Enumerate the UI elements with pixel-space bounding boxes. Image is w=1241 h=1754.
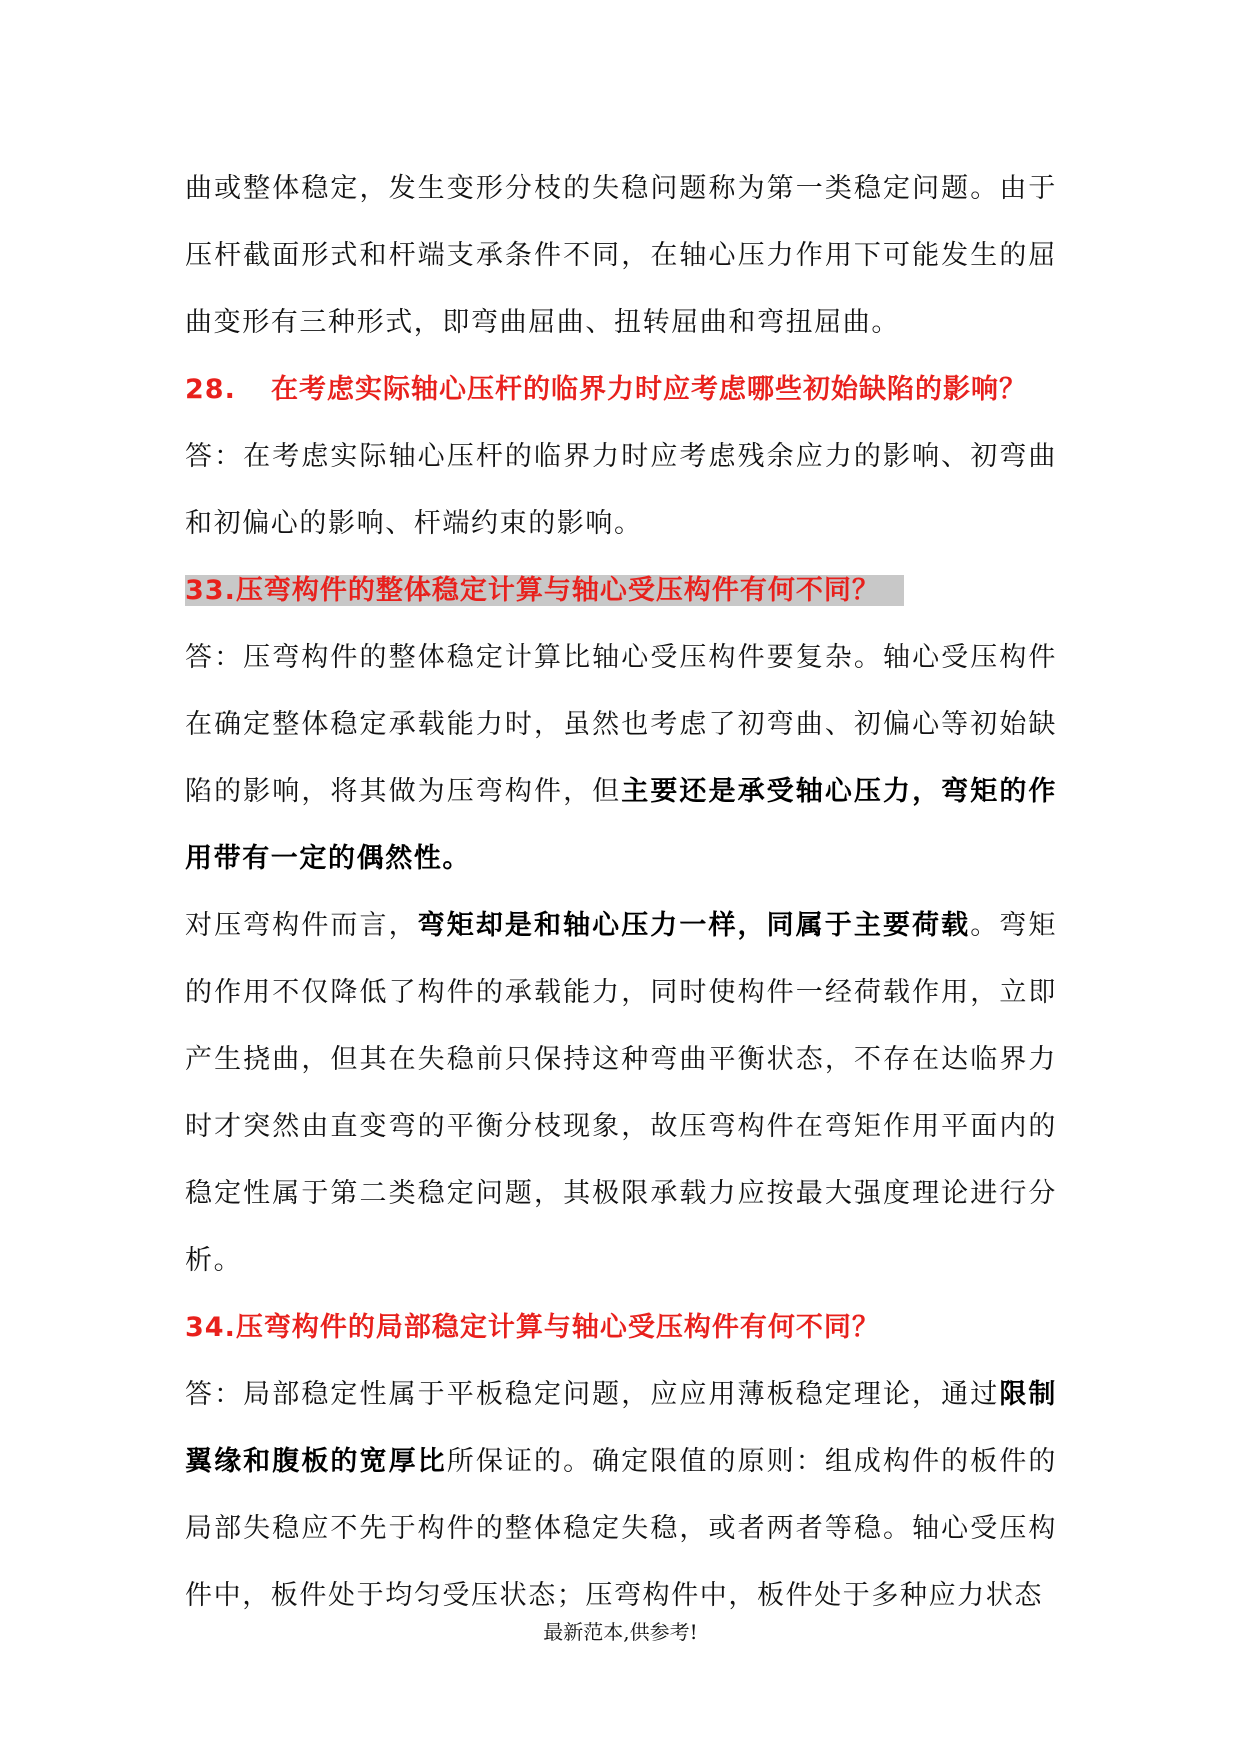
question-34-answer-emphasis: 限制翼缘和腹板的宽厚比 — [185, 1379, 1057, 1477]
paragraph-buckling-forms: 曲或整体稳定，发生变形分枝的失稳问题称为第一类稳定问题。由于压杆截面形式和杆端支承条件不同，在轴心压力作用下可能发生的屈曲变形有三种形式，即弯曲屈曲、扭转屈曲和弯扭屈曲。 — [185, 173, 1057, 338]
question-33-answer-2-emphasis: 弯矩却是和轴心压力一样，同属于主要荷载 — [417, 910, 971, 941]
document-body — [185, 155, 1057, 1629]
question-33-answer-2-rest: 。弯矩的作用不仅降低了构件的承载能力，同时使构件一经荷载作用，立即产生挠曲，但其在失稳前只保持这种弯曲平衡状态，不存在达临界力时才突然由直变弯的平衡分枝现象，故压弯构件在弯矩作用平面内的稳定性属于第二类稳定问题，其极限承载力应按最大强度理论进行分析。 — [185, 910, 1057, 1276]
question-34-answer — [185, 1361, 1057, 1629]
question-33-heading — [185, 557, 1057, 624]
question-34-heading — [185, 1294, 1057, 1361]
question-34-title: 34.压弯构件的局部稳定计算与轴心受压构件有何不同？ — [185, 1312, 880, 1343]
question-33-answer-paragraph-1 — [185, 624, 1057, 892]
question-34-answer-lead: 答：局部稳定性属于平板稳定问题，应应用薄板稳定理论，通过 — [185, 1379, 1000, 1410]
question-28-answer: 答：在考虑实际轴心压杆的临界力时应考虑残余应力的影响、初弯曲和初偏心的影响、杆端约束的影响。 — [185, 441, 1057, 539]
question-33-answer-text: 答：压弯构件的整体稳定计算比轴心受压构件要复杂。轴心受压构件在确定整体稳定承载能力时，虽然也考虑了初弯曲、初偏心等初始缺陷的影响，将其做为压弯构件，但 — [185, 642, 1057, 807]
question-34-answer-rest: 所保证的。确定限值的原则：组成构件的板件的局部失稳应不先于构件的整体稳定失稳，或者两者等稳。轴心受压构件中，板件处于均匀受压状态；压弯构件中，板件处于多种应力状态 — [185, 1446, 1057, 1611]
question-33-answer-2-lead: 对压弯构件而言， — [185, 910, 418, 941]
question-28-heading — [185, 356, 1057, 423]
page-footer: 最新范本,供参考! — [543, 1620, 698, 1644]
question-28-title: 在考虑实际轴心压杆的临界力时应考虑哪些初始缺陷的影响？ — [271, 374, 1027, 405]
question-28-number: 28. — [185, 374, 236, 405]
question-33-answer-paragraph-2 — [185, 892, 1057, 1294]
question-33-answer-emphasis: 主要还是承受轴心压力，弯矩的作用带有一定的偶然性。 — [185, 776, 1058, 874]
question-33-title: 33.压弯构件的整体稳定计算与轴心受压构件有何不同？ — [185, 575, 904, 606]
